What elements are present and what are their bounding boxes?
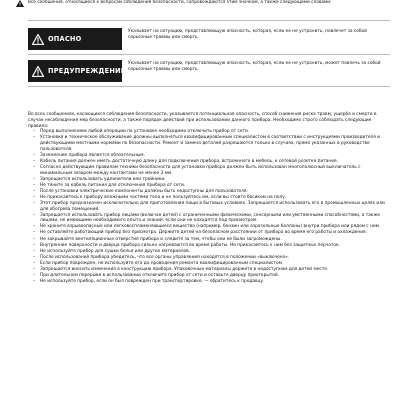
list-item: – Перед выполнением любой операции по установке необходимо отключить прибор от сети. (40, 129, 390, 135)
divider (28, 54, 390, 55)
list-item: – Не оставляйте работающий прибор без присмотра. Держите детей на безопасном расстоянии от прибора во время его работы и охлаждения. (40, 230, 390, 236)
list-item: – Не используйте прибор, если он был поврежден при транспортировке, — обратитесь к продавцу. (40, 279, 390, 285)
danger-row (28, 28, 390, 50)
list-item: – Не прикасайтесь к прибору влажными частями тела и не пользуйтесь им, если вы стоите босиком на полу. (40, 195, 390, 201)
warning-text: Указывает на ситуацию, представляющую опасность, которая, если ее не устранить, может повлечь за собой серьезные травмы или смерть. (128, 61, 381, 72)
warning-badge (28, 60, 126, 82)
warning-label: ПРЕДУПРЕЖДЕНИЕ (48, 67, 126, 75)
list-item: – Не используйте прибор для сушки белья или других материалов. (40, 249, 390, 255)
list-item: – Этот прибор предназначен исключительно для приготовления пищи в бытовых условиях. Запрещается использовать его в промышленных целях или для обогрева помещений. (40, 201, 390, 212)
list-item: – После использования прибора убедитесь, что все органы управления находятся в положении «выключено». (40, 255, 390, 261)
list-item: – Если прибор поврежден, не используйте его до проведения ремонта квалифицированным специалистом. (40, 261, 390, 267)
list-item: – Установка и техническое обслуживание должны выполняться квалифицированным специалистом в соответствии с инструкциями производителя и действующими местными нормами по безопасности. Ремонт и замена деталей разрешаются только в случаях, прямо указанных в руководстве пользователя. (40, 135, 390, 152)
safety-rules-list (28, 129, 390, 284)
danger-label: ОПАСНО (48, 35, 82, 43)
danger-badge (28, 28, 122, 50)
list-item: – Заземление прибора является обязательным. (40, 153, 390, 159)
divider (28, 20, 390, 21)
danger-text: Указывает на ситуацию, представляющую опасность, которая, если ее не устранить, повлечет за собой серьезные травмы или смерть. (128, 29, 367, 40)
warning-row (28, 60, 390, 82)
list-item: – Запрещается использовать прибор лицами (включая детей) с ограниченными физическими, сенсорными или умственными способностями, а также лицами, не имеющими необходимого опыта и знаний, если они не находятся под присмотром. (40, 213, 390, 224)
list-item: – Согласно действующим правилам техники безопасности для установки прибора должен быть использован многополюсный выключатель с минимальным зазором между контактами не менее 3 мм. (40, 165, 390, 176)
list-item: – Кабель питания должен иметь достаточную длину для подключения прибора, встроенного в мебель, к сетевой розетке питания. (40, 159, 390, 165)
warning-triangle-icon (32, 30, 44, 49)
list-item: – При длительном перерыве в использовании отключите прибор от сети и оставьте дверцу приоткрытой. (40, 273, 390, 279)
divider (28, 86, 390, 87)
list-item: – Запрещается использовать удлинители или тройники. (40, 177, 390, 183)
warning-triangle-icon (16, 0, 24, 10)
warning-triangle-icon (32, 62, 44, 81)
safety-intro (28, 0, 390, 6)
list-item: – После установки электрические компоненты должны быть недоступны для пользователя. (40, 189, 390, 195)
list-item: – Не храните взрывоопасные или легковоспламеняющиеся вещества (например, бензин или аэрозольные баллоны) внутри прибора или рядом с ним. (40, 224, 390, 230)
safety-intro-text: Все сообщения, относящиеся к вопросам соблюдения безопасности, сопровождаются этим значком, а также следующими словами: (28, 0, 332, 5)
safety-rules-intro: Во всех сообщениях, касающихся соблюдения безопасности, указывается потенциальная опасность, способ снижения риска травм, ущерба и смерти в случае несоблюдения мер безопасности, а также порядок действий при использовании данного прибора. Необходимо строго соблюдать следующие правила: (28, 112, 377, 129)
list-item: – Не тяните за кабель питания для отключения прибора от сети. (40, 183, 390, 189)
list-item: – Не закрывайте вентиляционные отверстия прибора и следите за тем, чтобы они не были загромождены. (40, 237, 390, 243)
safety-rules-section (28, 112, 390, 285)
list-item: – Внутренние поверхности и дверца прибора сильно нагреваются во время работы. Не прикасайтесь к ним без защитных перчаток. (40, 243, 390, 249)
list-item: – Запрещается вносить изменения в конструкцию прибора. Упаковочные материалы держите в недоступном для детей месте. (40, 267, 390, 273)
